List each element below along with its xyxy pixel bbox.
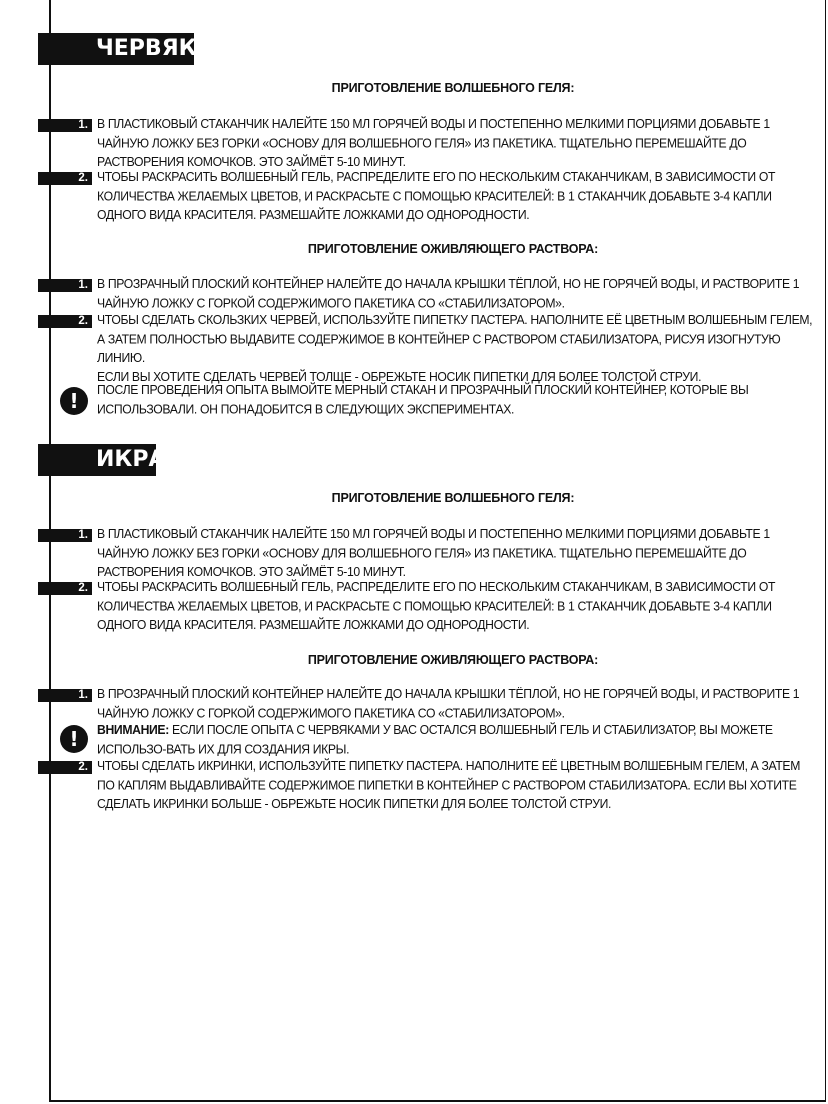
exclamation-icon: ! (60, 387, 88, 415)
gel-step-2-worms: ЧТОБЫ РАСКРАСИТЬ ВОЛШЕБНЫЙ ГЕЛЬ, РАСПРЕДЕЛИТЕ ЕГО ПО НЕСКОЛЬКИМ СТАКАНЧИКАМ, В ЗАВИСИМОСТИ ОТ КОЛИЧЕСТВА ЖЕЛАЕМЫХ ЦВЕТОВ, И РАСКРАСЬТЕ С ПОМОЩЬЮ КРАСИТЕЛЕЙ: В 1 СТАКАНЧИК ДОБАВЬТЕ 3-4 КАПЛИ ОДНОГО ВИДА КРАСИТЕЛЯ. РАЗМЕШАЙТЕ ЛОЖКАМИ ДО ОДНОРОДНОСТИ. (97, 169, 776, 222)
warning-text: ЕСЛИ ПОСЛЕ ОПЫТА С ЧЕРВЯКАМИ У ВАС ОСТАЛСЯ ВОЛШЕБНЫЙ ГЕЛЬ И СТАБИЛИЗАТОР, ВЫ МОЖЕТЕ ИСПОЛЬЗО-ВАТЬ ИХ ДЛЯ СОЗДАНИЯ ИКРЫ. (97, 722, 773, 757)
gel-step-2-roe: ЧТОБЫ РАСКРАСИТЬ ВОЛШЕБНЫЙ ГЕЛЬ, РАСПРЕДЕЛИТЕ ЕГО ПО НЕСКОЛЬКИМ СТАКАНЧИКАМ, В ЗАВИСИМОСТИ ОТ КОЛИЧЕСТВА ЖЕЛАЕМЫХ ЦВЕТОВ, И РАСКРАСЬТЕ С ПОМОЩЬЮ КРАСИТЕЛЕЙ: В 1 СТАКАНЧИК ДОБАВЬТЕ 3-4 КАПЛИ ОДНОГО ВИДА КРАСИТЕЛЯ. РАЗМЕШАЙТЕ ЛОЖКАМИ ДО ОДНОРОДНОСТИ. (97, 579, 776, 632)
gel-step-1-roe: В ПЛАСТИКОВЫЙ СТАКАНЧИК НАЛЕЙТЕ 150 МЛ ГОРЯЧЕЙ ВОДЫ И ПОСТЕПЕННО МЕЛКИМИ ПОРЦИЯМИ ДОБАВЬТЕ 1 ЧАЙНУЮ ЛОЖКУ БЕЗ ГОРКИ «ОСНОВУ ДЛЯ ВОЛШЕБНОГО ГЕЛЯ» ИЗ ПАКЕТИКА. ТЩАТЕЛЬНО ПЕРЕМЕШАЙТЕ ДО РАСТВОРЕНИЯ КОМОЧКОВ. ЭТО ЗАЙМЁТ 5-10 МИНУТ. (97, 526, 770, 579)
solution-step-2-tip: ЕСЛИ ВЫ ХОТИТЕ СДЕЛАТЬ ЧЕРВЕЙ ТОЛЩЕ - ОБРЕЖЬТЕ НОСИК ПИПЕТКИ ДЛЯ БОЛЕЕ ТОЛСТОЙ СТРУИ. (97, 368, 702, 384)
gel-heading-roe: ПРИГОТОВЛЕНИЕ ВОЛШЕБНОГО ГЕЛЯ: (331, 491, 575, 505)
gel-heading-worms: ПРИГОТОВЛЕНИЕ ВОЛШЕБНОГО ГЕЛЯ: (331, 81, 575, 95)
exclamation-icon: ! (60, 725, 88, 753)
solution-step-2-text: ЧТОБЫ СДЕЛАТЬ СКОЛЬЗКИХ ЧЕРВЕЙ, ИСПОЛЬЗУЙТЕ ПИПЕТКУ ПАСТЕРА. НАПОЛНИТЕ ЕЁ ЦВЕТНЫМ ВОЛШЕБНЫМ ГЕЛЕМ, А ЗАТЕМ ПОЛНОСТЬЮ ВЫДАВИТЕ СОДЕРЖИМОЕ В КОНТЕЙНЕР С РАСТВОРОМ СТАБИЛИЗАТОРА, РИСУЯ ИЗОГНУТУЮ ЛИНИЮ. (97, 312, 813, 365)
gel-step-1-worms: В ПЛАСТИКОВЫЙ СТАКАНЧИК НАЛЕЙТЕ 150 МЛ ГОРЯЧЕЙ ВОДЫ И ПОСТЕПЕННО МЕЛКИМИ ПОРЦИЯМИ ДОБАВЬТЕ 1 ЧАЙНУЮ ЛОЖКУ БЕЗ ГОРКИ «ОСНОВУ ДЛЯ ВОЛШЕБНОГО ГЕЛЯ» ИЗ ПАКЕТИКА. ТЩАТЕЛЬНО ПЕРЕМЕШАЙТЕ ДО РАСТВОРЕНИЯ КОМОЧКОВ. ЭТО ЗАЙМЁТ 5-10 МИНУТ. (97, 116, 770, 169)
step-number: 2. (38, 582, 92, 595)
solution-heading-roe: ПРИГОТОВЛЕНИЕ ОЖИВЛЯЮЩЕГО РАСТВОРА: (307, 653, 599, 667)
step-number: 2. (38, 761, 92, 774)
step-number: 2. (38, 315, 92, 328)
step-number: 1. (38, 689, 92, 702)
step-number: 1. (38, 279, 92, 292)
solution-heading-worms: ПРИГОТОВЛЕНИЕ ОЖИВЛЯЮЩЕГО РАСТВОРА: (307, 242, 599, 256)
section-title-roe: ИКРА (38, 444, 156, 476)
step-number: 2. (38, 172, 92, 185)
step-number: 1. (38, 119, 92, 132)
note-worms: ПОСЛЕ ПРОВЕДЕНИЯ ОПЫТА ВЫМОЙТЕ МЕРНЫЙ СТАКАН И ПРОЗРАЧНЫЙ ПЛОСКИЙ КОНТЕЙНЕР, КОТОРЫЕ ВЫ ИСПОЛЬЗОВАЛИ. ОН ПОНАДОБИТСЯ В СЛЕДУЮЩИХ ЭКСПЕРИМЕНТАХ. (97, 382, 749, 417)
step-number: 1. (38, 529, 92, 542)
section-title-worms: ЧЕРВЯКИ (38, 33, 194, 65)
warning-label: ВНИМАНИЕ: (97, 722, 169, 738)
solution-step-2-roe: ЧТОБЫ СДЕЛАТЬ ИКРИНКИ, ИСПОЛЬЗУЙТЕ ПИПЕТКУ ПАСТЕРА. НАПОЛНИТЕ ЕЁ ЦВЕТНЫМ ВОЛШЕБНЫМ ГЕЛЕМ, А ЗАТЕМ ПО КАПЛЯМ ВЫДАВЛИВАЙТЕ СОДЕРЖИМОЕ ПИПЕТКИ В КОНТЕЙНЕР С РАСТВОРОМ СТАБИЛИЗАТОРА. ЕСЛИ ВЫ ХОТИТЕ СДЕЛАТЬ ИКРИНКИ БОЛЬШЕ - ОБРЕЖЬТЕ НОСИК ПИПЕТКИ ДЛЯ БОЛЕЕ ТОЛСТОЙ СТРУИ. (97, 758, 801, 811)
warning-roe (97, 721, 813, 759)
solution-step-1-roe: В ПРОЗРАЧНЫЙ ПЛОСКИЙ КОНТЕЙНЕР НАЛЕЙТЕ ДО НАЧАЛА КРЫШКИ ТЁПЛОЙ, НО НЕ ГОРЯЧЕЙ ВОДЫ, И РАСТВОРИТЕ 1 ЧАЙНУЮ ЛОЖКУ С ГОРКОЙ СОДЕРЖИМОГО ПАКЕТИКА СО «СТАБИЛИЗАТОРОМ». (97, 686, 800, 721)
solution-step-1-worms: В ПРОЗРАЧНЫЙ ПЛОСКИЙ КОНТЕЙНЕР НАЛЕЙТЕ ДО НАЧАЛА КРЫШКИ ТЁПЛОЙ, НО НЕ ГОРЯЧЕЙ ВОДЫ, И РАСТВОРИТЕ 1 ЧАЙНУЮ ЛОЖКУ С ГОРКОЙ СОДЕРЖИМОГО ПАКЕТИКА СО «СТАБИЛИЗАТОРОМ». (97, 276, 800, 311)
solution-step-2-worms (97, 311, 813, 387)
